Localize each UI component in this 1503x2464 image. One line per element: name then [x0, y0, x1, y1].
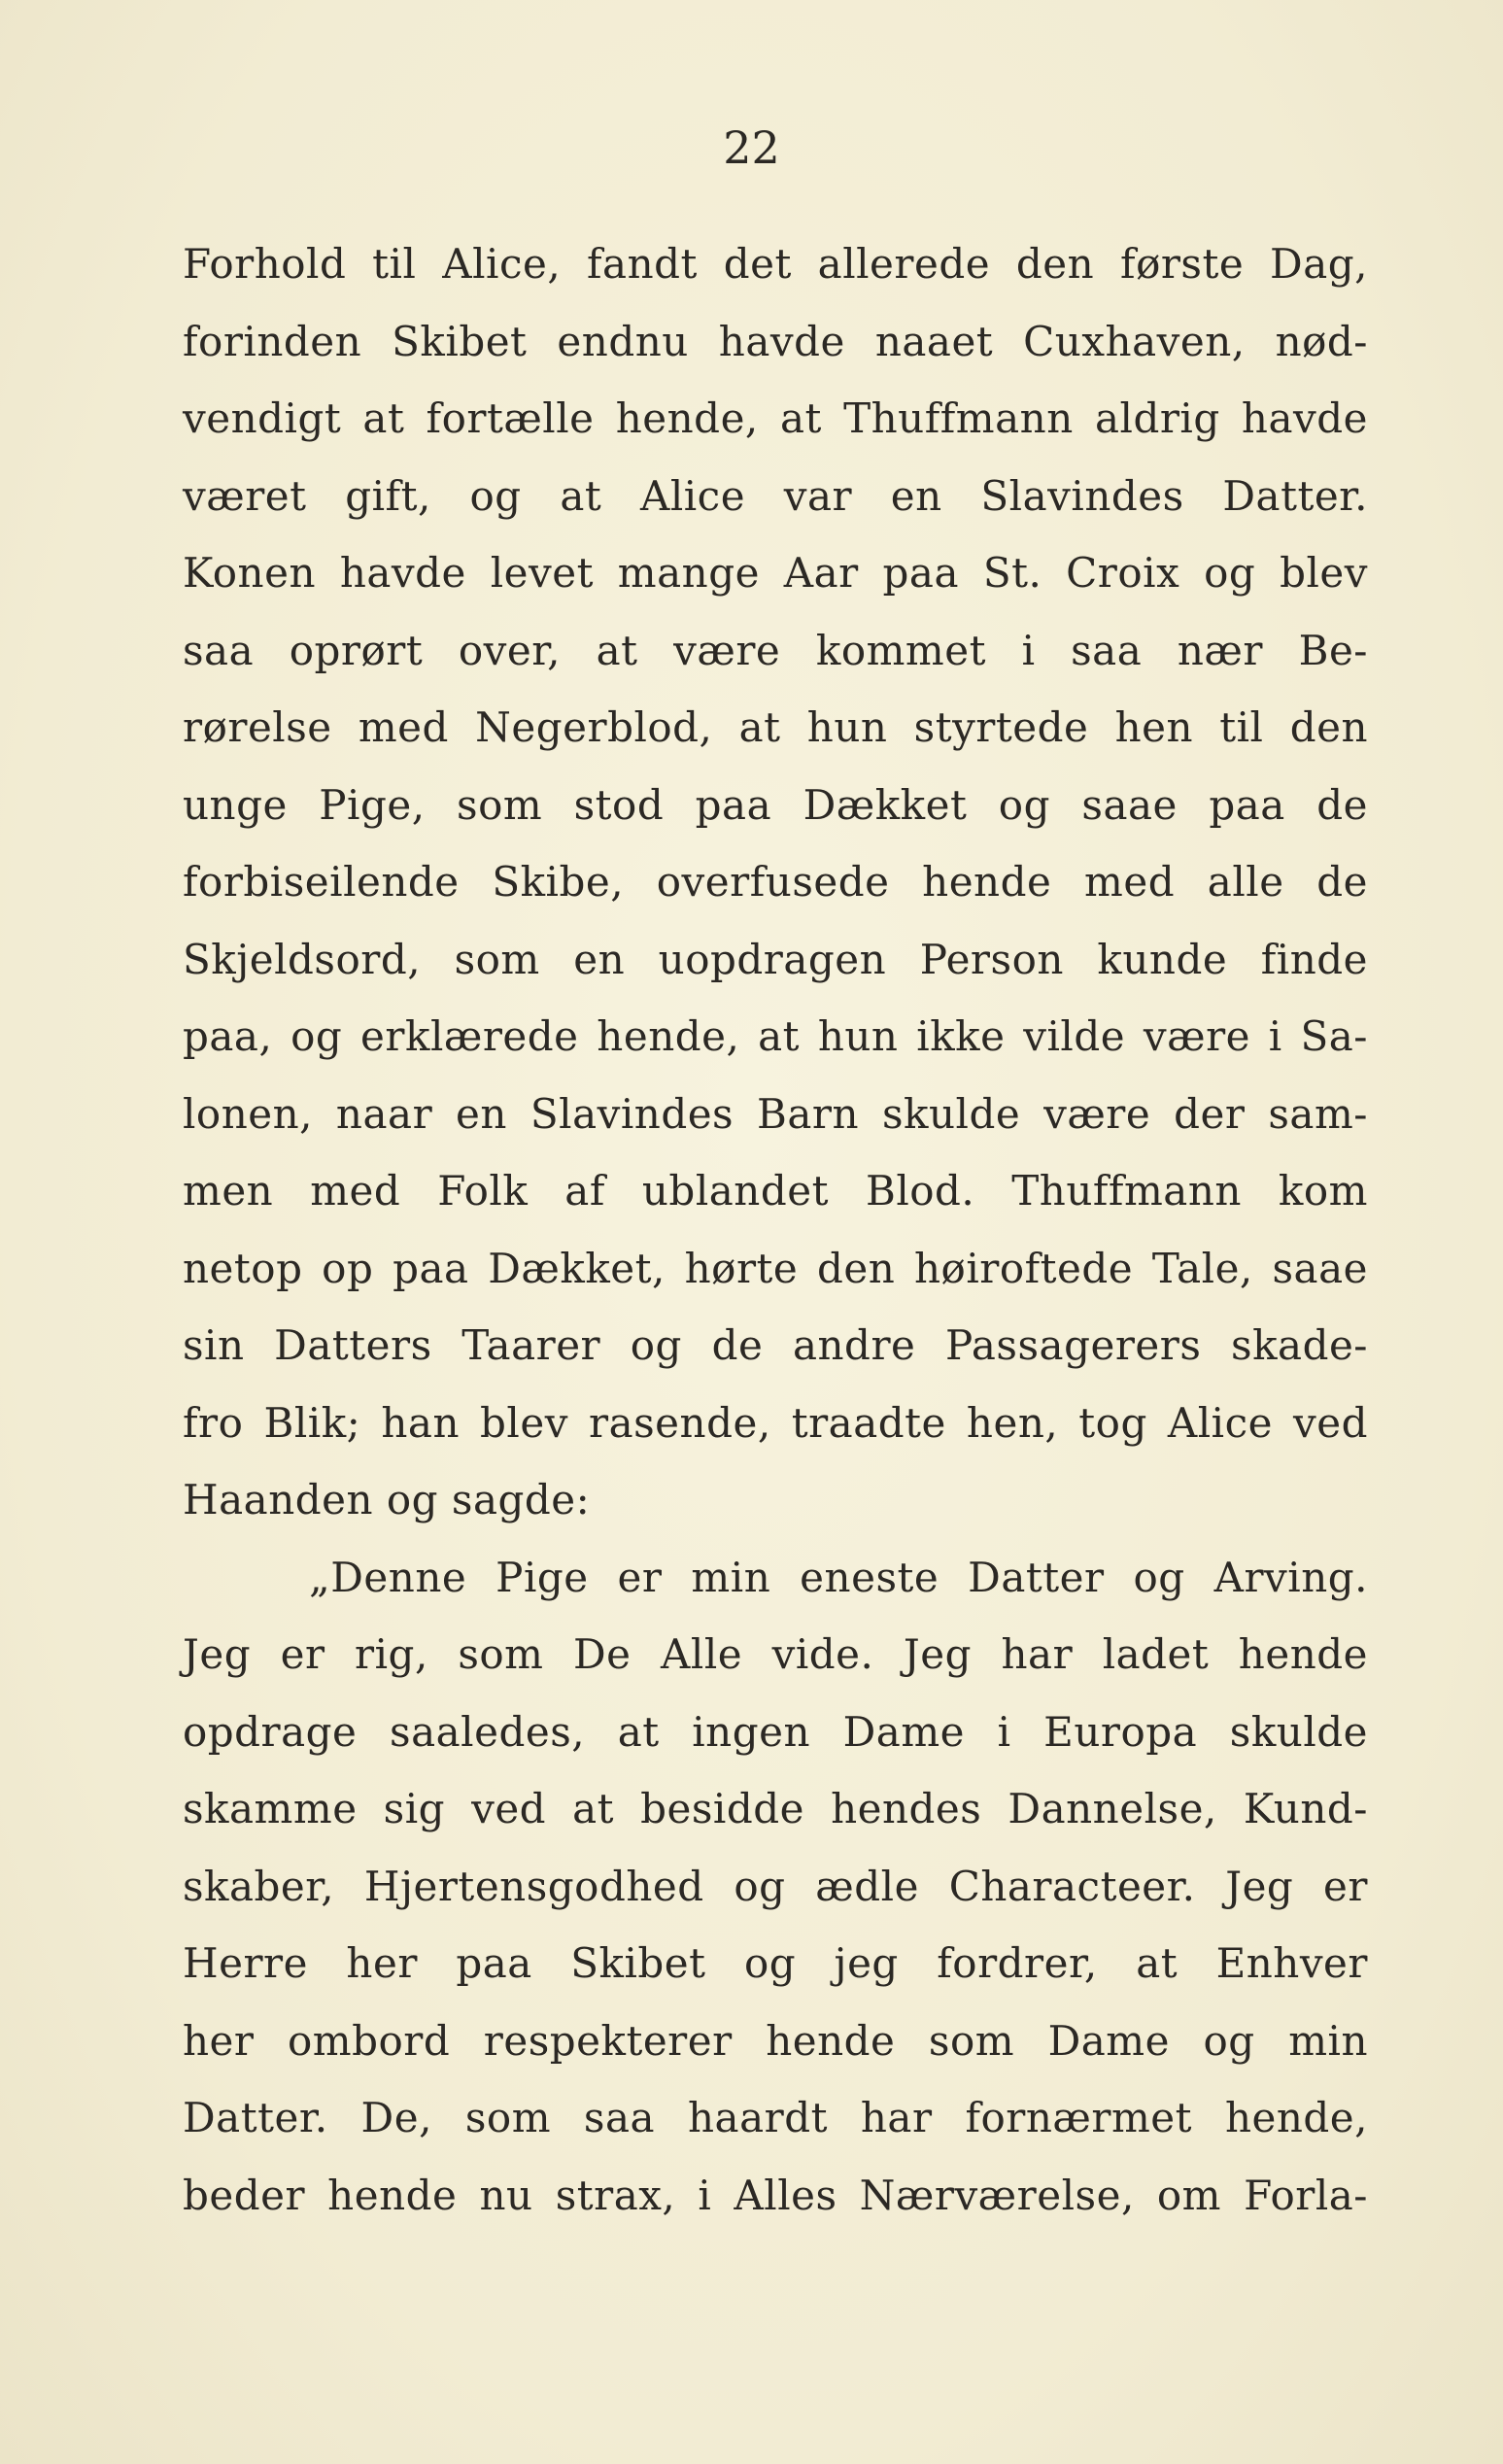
text-line: paa, og erklærede hende, at hun ikke vilde være i Sa-	[183, 1012, 1368, 1060]
text-line: men med Folk af ublandet Blod. Thuffmann kom	[183, 1167, 1368, 1215]
text-line: saa oprørt over, at være kommet i saa nær Be-	[183, 626, 1368, 674]
text-line: sin Datters Taarer og de andre Passagerers skade-	[183, 1321, 1368, 1369]
text-line: „Denne Pige er min eneste Datter og Arving.	[309, 1553, 1368, 1601]
page-number: 22	[723, 121, 780, 174]
text-line: Forhold til Alice, fandt det allerede den første Dag,	[183, 240, 1368, 288]
text-line: skamme sig ved at besidde hendes Dannelse, Kund-	[183, 1785, 1368, 1832]
text-line: været gift, og at Alice var en Slavindes Datter.	[183, 471, 1368, 520]
text-line: skaber, Hjertensgodhed og ædle Characteer. Jeg er	[183, 1862, 1368, 1910]
text-line: fro Blik; han blev rasende, traadte hen, tog Alice ved	[183, 1398, 1368, 1447]
text-line: vendigt at fortælle hende, at Thuffmann aldrig havde	[183, 394, 1368, 442]
text-line: Haanden og sagde:	[183, 1476, 591, 1523]
text-line: Skjeldsord, som en uopdragen Person kunde finde	[183, 935, 1368, 983]
body-text	[183, 225, 1368, 2234]
text-line: her ombord respekterer hende som Dame og min	[183, 2016, 1368, 2065]
text-line: Herre her paa Skibet og jeg fordrer, at Enhver	[183, 1939, 1368, 1987]
text-line: beder hende nu strax, i Alles Nærværelse, om Forla-	[183, 2171, 1368, 2219]
text-line: Konen havde levet mange Aar paa St. Croix og blev	[183, 549, 1368, 597]
text-line: netop op paa Dækket, hørte den høiroftede Tale, saae	[183, 1244, 1368, 1292]
text-line: forinden Skibet endnu havde naaet Cuxhaven, nød-	[183, 317, 1368, 365]
text-line: opdrage saaledes, at ingen Dame i Europa skulde	[183, 1707, 1368, 1756]
text-line: forbiseilende Skibe, overfusede hende med alle de	[183, 858, 1368, 906]
text-line: rørelse med Negerblod, at hun styrtede hen til den	[183, 703, 1368, 751]
text-line: lonen, naar en Slavindes Barn skulde være der sam-	[183, 1089, 1368, 1138]
text-line: unge Pige, som stod paa Dækket og saae paa de	[183, 780, 1368, 829]
text-line: Datter. De, som saa haardt har fornærmet hende,	[183, 2094, 1368, 2141]
text-line: Jeg er rig, som De Alle vide. Jeg har ladet hende	[183, 1630, 1368, 1678]
